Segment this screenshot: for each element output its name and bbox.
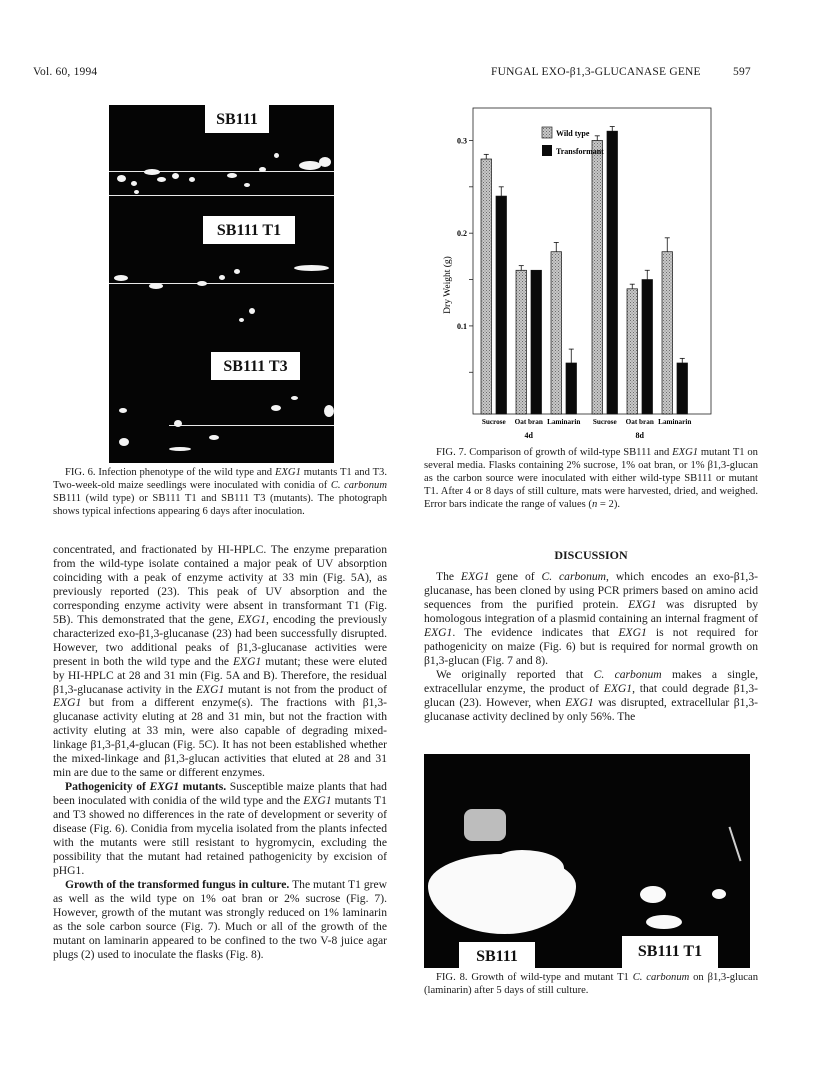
paragraph-hplc: concentrated, and fractionated by HI-HPLC. The enzyme preparation from the wild-type isolate contained a major peak of UV absorption coinciding with a peak of enzyme activity at 33 min (Fig. 5A), as previously reported (23). This peak of UV absorption and the corresponding enzyme activity were absent in transformant T1 (Fig. 5B). This demonstrated that the gene, EXG1, encoding the previously characterized exo-β1,3-glucanase (23) had been successfully disrupted. However, two additional peaks of β1,3-glucanase activities were present in both the wild type and the EXG1 mutant; these were eluted by HI-HPLC at 28 and 31 min (Fig. 5A and B). Therefore, the residual β1,3-glucanase activity in the EXG1 mutant is not from the product of EXG1 but from a different enzyme(s). The fractions with β1,3-glucanase activity eluting at 28 and 31 min, but not the fraction with activity eluting at 33 min, were also capable of degrading mixed-linkage β1,3-β1,4-glucan (Fig. 5C). It has not been established whether the mixed-linkage and β1,3-glucan activities that eluted at 28 and 31 min are due to the same or different enzymes. bbox=[53, 543, 387, 780]
fig6-label-sb111-t1: SB111 T1 bbox=[203, 216, 295, 244]
fungal-mat-wild-type-top bbox=[494, 850, 564, 880]
x-tick-label: Laminarin bbox=[658, 418, 692, 426]
bar-transformant-laminarin-8d bbox=[677, 363, 688, 414]
body-text-right bbox=[424, 570, 758, 723]
lesion bbox=[244, 183, 250, 187]
body-text-left bbox=[53, 543, 387, 962]
lesion bbox=[274, 153, 279, 158]
bar-wild-type-laminarin-4d bbox=[551, 252, 562, 414]
fig8-caption: FIG. 8. Growth of wild-type and mutant T1 C. carbonum on β1,3-glucan (laminarin) after 5 days of still culture. bbox=[424, 972, 758, 997]
bar-wild-type-laminarin-8d bbox=[662, 252, 673, 414]
paragraph-growth-culture: Growth of the transformed fungus in culture. The mutant T1 grew as well as the wild type on 1% oat bran or 2% sucrose (Fig. 7). However, growth of the mutant was strongly reduced on 1% laminarin as the sole carbon source (Fig. 7). Much or all of the growth of the mutant on laminarin appeared to be confined to the two V-8 juice agar plugs (2) used to inoculate the flasks (Fig. 8). bbox=[53, 877, 387, 961]
bar-transformant-sucrose-8d bbox=[607, 131, 618, 414]
lesion bbox=[119, 438, 129, 446]
bar-wild-type-sucrose-8d bbox=[592, 140, 603, 414]
legend-label-wild-type: Wild type bbox=[556, 129, 590, 138]
bar-transformant-oat-bran-8d bbox=[642, 280, 653, 414]
fig8-label-sb111-t1: SB111 T1 bbox=[622, 936, 718, 968]
leaf-edge bbox=[169, 425, 334, 426]
section-heading-growth: Growth of the transformed fungus in culture. bbox=[65, 877, 290, 891]
fig7-bar-chart bbox=[420, 95, 730, 445]
bar-wild-type-oat-bran-8d bbox=[627, 289, 638, 414]
y-axis-label: Dry Weight (g) bbox=[443, 256, 453, 314]
lesion bbox=[174, 420, 182, 427]
discussion-heading: DISCUSSION bbox=[554, 548, 628, 562]
x-tick-label: Laminarin bbox=[547, 418, 581, 426]
lesion bbox=[117, 175, 126, 182]
lesion bbox=[134, 190, 139, 194]
lesion bbox=[324, 405, 334, 417]
bar-transformant-oat-bran-4d bbox=[531, 270, 542, 414]
lesion bbox=[197, 281, 207, 286]
paragraph-discussion-1: The EXG1 gene of C. carbonum, which encodes an exo-β1,3-glucanase, has been cloned by using PCR primers based on amino acid sequences from the purified protein. EXG1 was disrupted by homologous integration of a plasmid containing an internal fragment of EXG1. The evidence indicates that EXG1 is not required for pathogenicity on maize (Fig. 6) but is required for normal growth on β1,3-glucan (Fig. 7 and 8). bbox=[424, 570, 759, 667]
leaf-edge bbox=[109, 195, 334, 196]
y-tick-label: 0.2 bbox=[457, 229, 467, 239]
fig8-photograph bbox=[424, 754, 750, 968]
leaf-edge bbox=[109, 283, 334, 284]
x-tick-label: Sucrose bbox=[592, 418, 617, 426]
lesion bbox=[119, 408, 127, 413]
fig6-photograph bbox=[109, 105, 334, 463]
agar-plug-mutant bbox=[646, 915, 682, 929]
legend-swatch-transformant bbox=[542, 145, 552, 156]
paragraph-pathogenicity: Pathogenicity of EXG1 mutants. Susceptible maize plants that had been inoculated with conidia of the wild type and the EXG1 mutants T1 and T3 showed no differences in the rate of development or severity of disease (Fig. 6). Conidia from mycelia isolated from the plants infected with the mutants were still resistant to hygromycin, excluding the possibility that the mutant had retained pathogenicity by excision of pHG1. bbox=[53, 780, 387, 877]
lesion bbox=[291, 396, 298, 400]
lesion bbox=[219, 275, 225, 280]
fig8-label-sb111: SB111 bbox=[459, 942, 535, 968]
legend-label-transformant: Transformant bbox=[556, 147, 604, 156]
lesion bbox=[259, 167, 266, 172]
x-tick-label: Oat bran bbox=[625, 418, 654, 426]
agar-plug bbox=[464, 809, 506, 841]
lesion bbox=[144, 169, 160, 175]
fig6-label-sb111: SB111 bbox=[205, 105, 269, 133]
lesion bbox=[271, 405, 281, 411]
running-header-title: FUNGAL EXO-β1,3-GLUCANASE GENE bbox=[491, 66, 701, 78]
leaf-edge bbox=[109, 171, 334, 172]
section-heading-pathogenicity: Pathogenicity of EXG1 mutants. bbox=[65, 780, 227, 794]
agar-plug-mutant bbox=[712, 889, 726, 899]
page-number: 597 bbox=[733, 66, 751, 78]
lesion bbox=[172, 173, 179, 179]
fig6-caption: FIG. 6. Infection phenotype of the wild type and EXG1 mutants T1 and T3. Two-week-old maize seedlings were inoculated with conidia of C. carbonum SB111 (wild type) or SB111 T1 and SB111 T3 (mutants). The photograph shows typical infections appearing 6 days after inoculation. bbox=[53, 467, 387, 518]
flask-edge-highlight bbox=[728, 827, 741, 862]
lesion bbox=[157, 177, 166, 182]
lesion bbox=[169, 447, 191, 451]
bar-wild-type-oat-bran-4d bbox=[516, 270, 527, 414]
fig6-label-sb111-t3: SB111 T3 bbox=[211, 352, 300, 380]
running-header-volume: Vol. 60, 1994 bbox=[33, 66, 98, 78]
lesion bbox=[234, 269, 240, 274]
bar-transformant-laminarin-4d bbox=[566, 363, 577, 414]
lesion bbox=[239, 318, 244, 322]
y-tick-label: 0.1 bbox=[457, 321, 467, 331]
bar-wild-type-sucrose-4d bbox=[481, 159, 492, 414]
lesion bbox=[189, 177, 195, 182]
x-group-label: 4d bbox=[524, 431, 533, 440]
x-tick-label: Oat bran bbox=[514, 418, 543, 426]
lesion bbox=[227, 173, 237, 178]
x-group-label: 8d bbox=[635, 431, 644, 440]
lesion bbox=[131, 181, 137, 186]
lesion bbox=[114, 275, 128, 281]
fig7-caption: FIG. 7. Comparison of growth of wild-type SB111 and EXG1 mutant T1 on several media. Flasks containing 2% sucrose, 1% oat bran, or 1% β1,3-glucan as the carbon source were inoculated with either wild-type SB111 or mutant T1. After 4 or 8 days of still culture, mats were harvested, dried, and weighed. Error bars indicate the range of values (n = 2). bbox=[424, 447, 758, 511]
legend-swatch-wild-type bbox=[542, 127, 552, 138]
lesion bbox=[319, 157, 331, 167]
lesion bbox=[294, 265, 329, 271]
y-tick-label: 0.3 bbox=[457, 136, 467, 146]
agar-plug-mutant bbox=[640, 886, 666, 903]
lesion bbox=[149, 283, 163, 289]
bar-transformant-sucrose-4d bbox=[496, 196, 507, 414]
lesion bbox=[249, 308, 255, 314]
x-tick-label: Sucrose bbox=[481, 418, 506, 426]
lesion bbox=[209, 435, 219, 440]
paragraph-discussion-2: We originally reported that C. carbonum makes a single, extracellular enzyme, the product of EXG1, that could degrade β1,3-glucan (23). However, when EXG1 was disrupted, extracellular β1,3-glucanase activity declined by only 56%. The bbox=[424, 667, 759, 723]
lesion bbox=[299, 161, 321, 170]
